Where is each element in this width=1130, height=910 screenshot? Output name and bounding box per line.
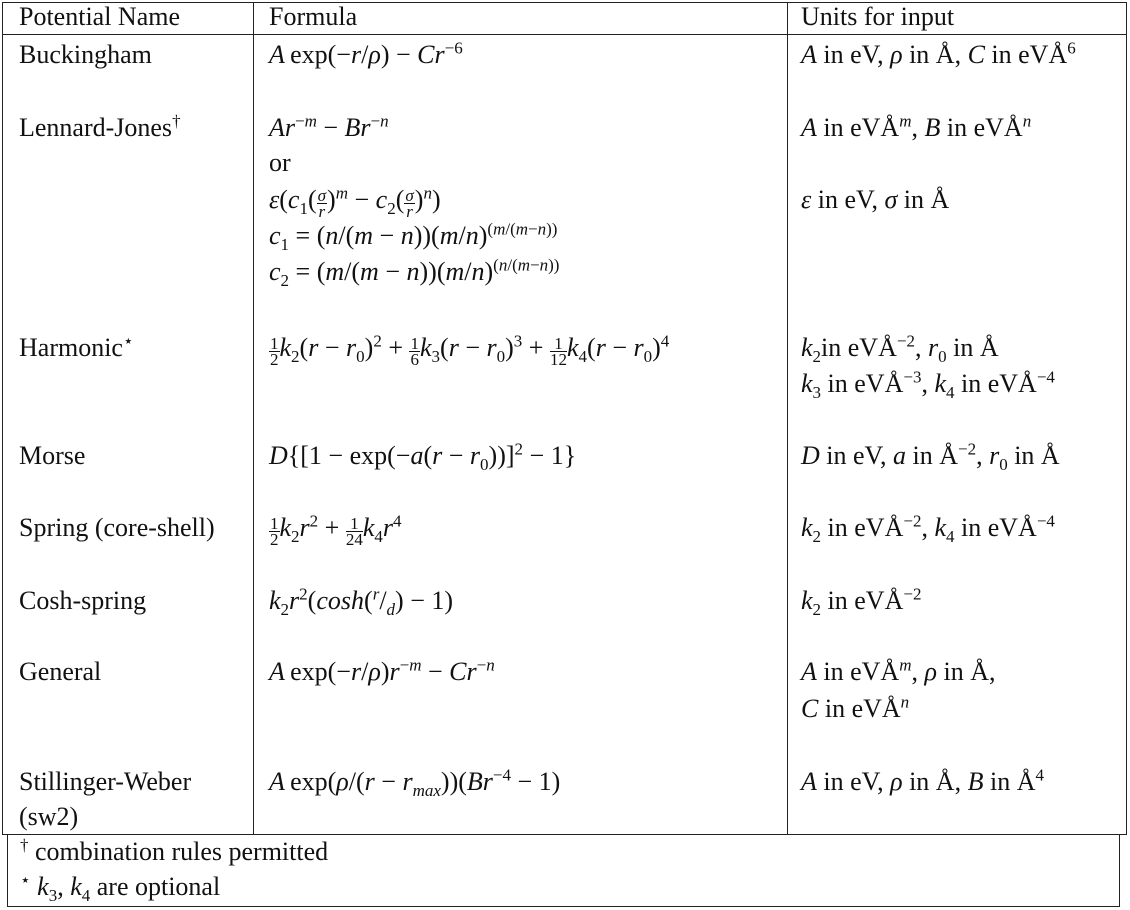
row-name-general: General xyxy=(19,657,102,686)
footnote-star: ⋆ $k_3$, $k_4$ are optional xyxy=(20,870,221,906)
units-cosh-spring: $k_2$ in eVÅ$^{-2}$ xyxy=(801,584,922,620)
header-formula: Formula xyxy=(269,2,358,31)
formula-buckingham: A $\exp(-r/\rho) - Cr^{-6}$ xyxy=(269,38,463,69)
units-stillinger-weber: A in eV, ρ in Å, B in $Å^4$ xyxy=(801,765,1044,796)
row-name-cosh-spring: Cosh-spring xyxy=(19,586,147,615)
units-morse: D in eV, a in $Å^{-2}$, $r_0$ in Å xyxy=(801,439,1060,475)
units-buckingham: A in eV, ρ in Å, C in eVÅ$^6$ xyxy=(801,38,1076,69)
formula-cosh-spring: $k_2r^2(\cosh(^r/_d) - 1)$ xyxy=(269,584,454,620)
formula-stillinger-weber: A $\exp(\rho/(r - r_{max}))(Br^{-4} - 1)$ xyxy=(269,765,561,801)
header-divider xyxy=(3,34,1126,35)
formula-lennard-jones-c2: $c_2 = (m/(m - n))(m/n)^{(n/(m-n))}$ xyxy=(269,255,560,291)
column-divider xyxy=(253,3,254,834)
formula-lennard-jones-2: $\varepsilon(c_1$( $\frac{\sigma}{r}$ )$^m - c_2$( $\frac{\sigma}{r}$ )$^n$) xyxy=(269,183,441,221)
header-units: Units for input xyxy=(801,2,955,31)
formula-or: or xyxy=(269,148,291,177)
formula-spring: $\frac{1}{2}$ $k_2r^2$ + $\frac{1}{24}$ $k_4r^4$ xyxy=(270,511,402,549)
formula-lennard-jones-c1: $c_1 = (n/(m - n))(m/n)^{(m/(m-n))}$ xyxy=(269,219,558,255)
footnotes xyxy=(7,834,1120,907)
row-name-sw2: (sw2) xyxy=(19,802,79,831)
formula-lennard-jones-1: $Ar^{-m} - Br^{-n}$ xyxy=(269,111,389,142)
units-spring: $k_2$ in eVÅ$^{-2}$, $k_4$ in eVÅ$^{-4}$ xyxy=(801,511,1055,547)
units-lennard-jones-2: ε in eV, σ in Å xyxy=(801,185,950,214)
row-name-buckingham: Buckingham xyxy=(19,40,152,69)
footnote-dagger: † combination rules permitted xyxy=(20,835,329,866)
formula-harmonic: $\frac{1}{2}$ $k_2(r - r_0)^2$ + $\frac{1}{6}$ $k_3(r - r_0)^3$ + $\frac{1}{12}$ $k_4(r - r_0)^4$ xyxy=(270,331,670,369)
potentials-table xyxy=(2,2,1127,835)
column-divider xyxy=(787,3,788,834)
header-potential-name: Potential Name xyxy=(19,2,181,31)
units-harmonic-2: $k_3$ in eVÅ$^{-3}$, $k_4$ in eVÅ$^{-4}$ xyxy=(801,367,1055,403)
formula-morse: $D\{[1 - \exp(-a(r - r_0))]^2 - 1\}$ xyxy=(269,439,577,475)
row-name-harmonic: Harmonic⋆ xyxy=(19,331,134,362)
formula-general: A $\exp(-r/\rho)r^{-m} - Cr^{-n}$ xyxy=(269,655,495,686)
row-name-morse: Morse xyxy=(19,441,86,470)
units-harmonic-1: $k_2in$ eVÅ$^{-2}$, $r_0$ in Å xyxy=(801,331,999,367)
units-lennard-jones-1: A in eVÅ$^m$, B in eVÅ$^n$ xyxy=(801,111,1032,142)
units-general-1: A in eVÅ$^m$, ρ in Å, xyxy=(801,655,996,686)
row-name-spring: Spring (core-shell) xyxy=(19,513,215,542)
units-general-2: C in eVÅ$^n$ xyxy=(801,692,910,723)
row-name-lennard-jones: Lennard-Jones† xyxy=(19,111,181,142)
row-name-stillinger-weber: Stillinger-Weber xyxy=(19,767,192,796)
